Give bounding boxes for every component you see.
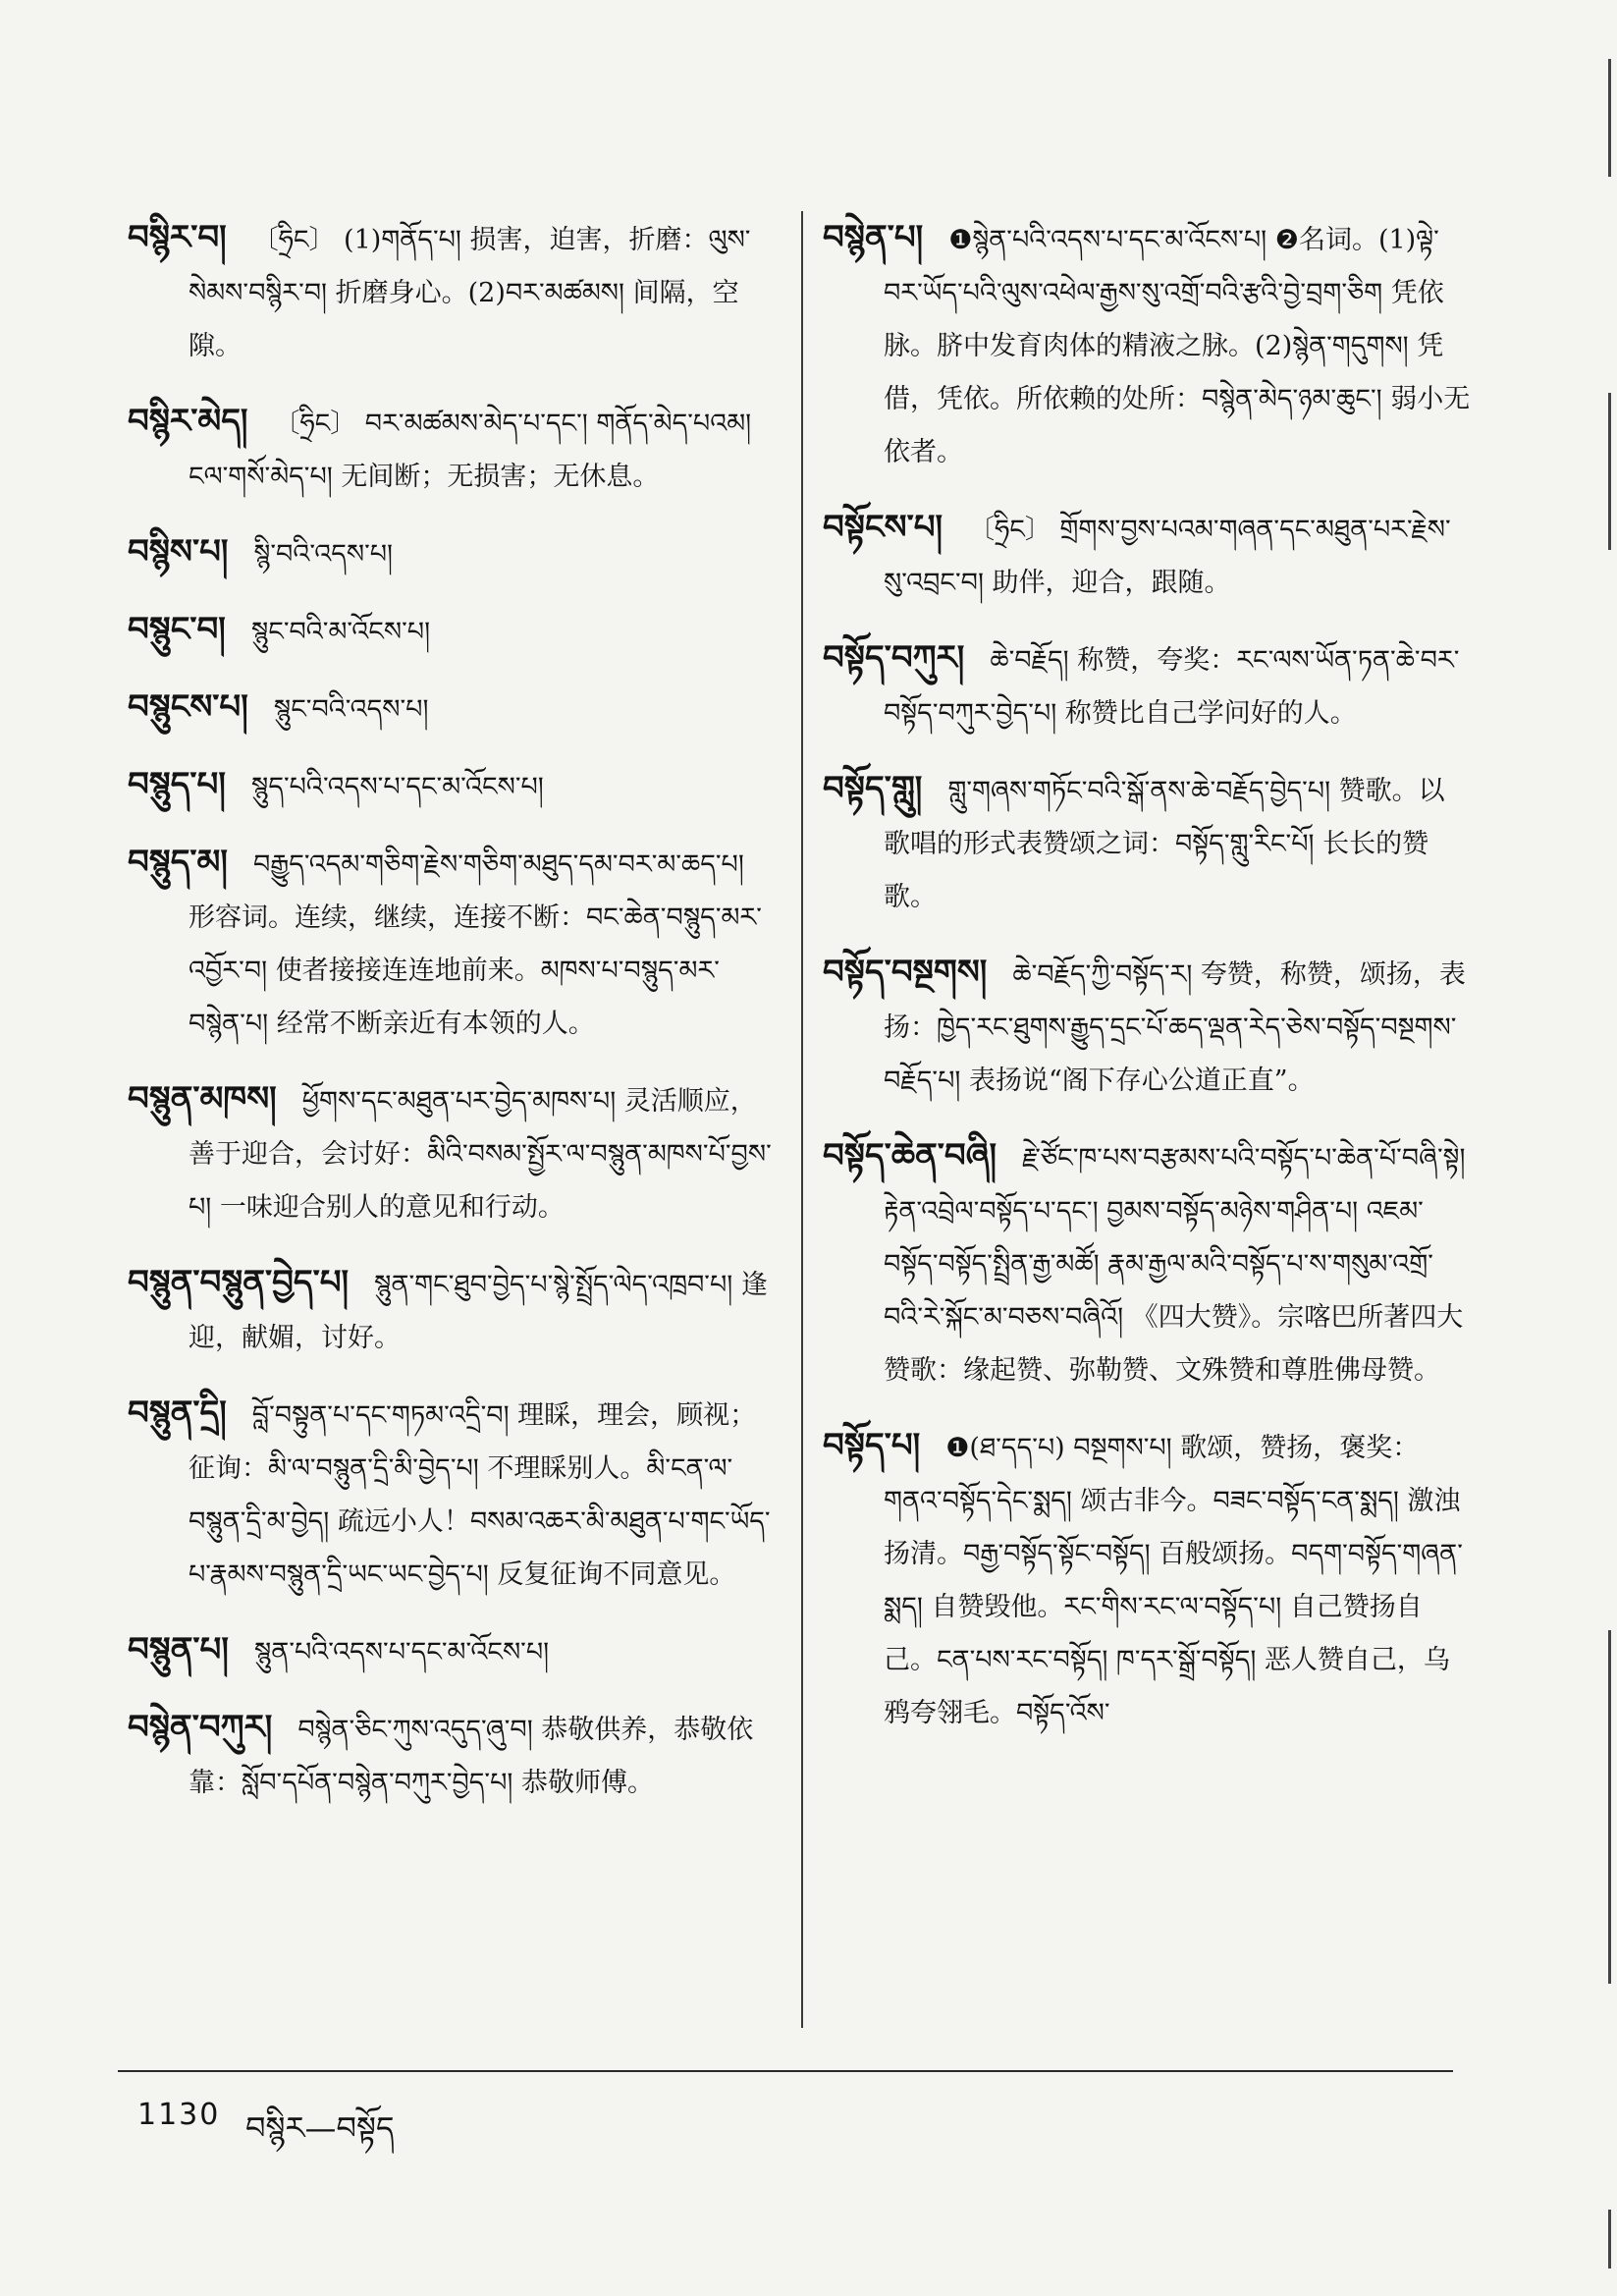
dictionary-entry: [823, 946, 1471, 1108]
dictionary-entry: [128, 525, 776, 581]
entry-definition: 〔ཧྲིང〕 གྲོགས་བྱས་པའམ་གཞན་དང་མཐུན་པར་རྗེས་སུ་འབྲང་བ། 助伴，迎合，跟随。: [884, 515, 1451, 598]
dictionary-entry: [128, 1256, 776, 1365]
column-divider: [801, 211, 803, 2028]
entry-definition: བསྙེན་ཅིང་ཀུས་འདུད་ཞུ་བ། 恭敬供养，恭敬依靠：སློབ་དཔོན་བསྙེན་བཀུར་བྱེད་པ། 恭敬师傅。: [189, 1715, 754, 1798]
dictionary-entry: [823, 1419, 1471, 1740]
entry-headword: བསྙིས་པ།: [128, 532, 229, 572]
left-column: [128, 211, 776, 1831]
entry-headword: བསྙིར་བ།: [128, 218, 227, 257]
scan-edge-marks: [1590, 0, 1617, 2296]
page-number: 1130: [137, 2098, 221, 2132]
dictionary-entry: [128, 1701, 776, 1810]
entry-definition: སྙུད་པའི་འདས་པ་དང་མ་འོངས་པ།: [250, 772, 544, 802]
dictionary-entry: [823, 211, 1471, 479]
dictionary-entry: [823, 762, 1471, 924]
running-head: བསྙིར—བསྟོད: [245, 2109, 395, 2147]
dictionary-entry: [823, 501, 1471, 610]
entry-headword: བསྟོད་པ།: [823, 1426, 921, 1465]
entry-definition: སྙུང་བའི་འདས་པ།: [273, 694, 429, 725]
entry-definition: རྗེ་ཙོང་ཁ་པས་བརྩམས་པའི་བསྟོད་པ་ཆེན་པོ་བཞི་སྟེ། རྟེན་འབྲེལ་བསྟོད་པ་དང་། བྱམས་བསྟོད་མཉེས་གཤིན་པ། འཇམ་བསྟོད་བསྟོད་སྤྲིན་རྒྱ་མཚོ། རྣམ་རྒྱལ་མའི་བསྟོད་པ་ས་གསུམ་འགྲོ་བའི་རེ་སྐོང་མ་བཅས་བཞིའོ། 《四大赞》。宗喀巴所著四大赞歌：缘起赞、弥勒赞、文殊赞和尊胜佛母赞。: [884, 1143, 1466, 1386]
entry-definition: སྙི་བའི་འདས་པ།: [253, 539, 394, 570]
entry-headword: བསྙུན་མཁས།: [128, 1079, 277, 1119]
entry-headword: བསྟོད་ཆེན་བཞི།: [823, 1136, 997, 1175]
entry-definition: ཆེ་བརྗོད་ཀྱི་བསྟོད་ར། 夸赞，称赞，颂扬，表扬：ཁྱེད་རང་ཐུགས་རྒྱུད་དྲང་པོ་ཆད་ལྡན་རེད་ཅེས་བསྟོད་བསྔགས་བརྗོད་པ། 表扬说“阁下存心公道正直”。: [884, 959, 1466, 1096]
right-column: [823, 211, 1471, 1762]
entry-definition: ❶སྙེན་པའི་འདས་པ་དང་མ་འོངས་པ། ❷名词。(1)ལྟེ་བར་ཡོད་པའི་ལུས་འཕེལ་རྒྱས་སུ་འགྲོ་བའི་རྩའི་བྱེ་བྲག་ཅིག 凭依脉。脐中发育肉体的精液之脉。(2)སྙེན་གདུགས། 凭借，凭依。所依赖的处所：བསྙེན་མེད་ཉམ་ཆུང་། 弱小无依者。: [884, 225, 1471, 467]
entry-definition: ཆེ་བརྗོད། 称赞，夸奖：རང་ལས་ཡོན་ཏན་ཆེ་བར་བསྟོད་བཀུར་བྱེད་པ། 称赞比自己学问好的人。: [884, 645, 1460, 729]
entry-definition: གླུ་གཞས་གཏོང་བའི་སྒོ་ནས་ཆེ་བརྗོད་བྱེད་པ། 赞歌。以歌唱的形式表赞颂之词：བསྟོད་གླུ་རིང་པོ། 长长的赞歌。: [884, 776, 1445, 912]
entry-headword: བསྙེན་བཀུར།: [128, 1708, 273, 1747]
dictionary-entry: [128, 211, 776, 373]
dictionary-entry: [128, 758, 776, 814]
entry-headword: བསྙུད་པ།: [128, 765, 226, 804]
entry-headword: བསྟོངས་པ།: [823, 508, 943, 547]
footer-rule: [118, 2070, 1453, 2072]
entry-definition: བློ་བསྟུན་པ་དང་གཏམ་འདྲི་བ། 理睬，理会，顾视；征询：མི་ལ་བསྙུན་དྲི་མི་བྱེད་པ། 不理睬别人。མི་ངན་ལ་བསྙུན་དྲི་མ་བྱེད། 疏远小人！བསམ་འཆར་མི་མཐུན་པ་གང་ཡོད་པ་རྣམས་བསྙུན་དྲི་ཡང་ཡང་བྱེད་པ། 反复征询不同意见。: [189, 1400, 771, 1590]
entry-headword: བསྟོད་གླུ།: [823, 769, 923, 808]
entry-headword: བསྙུན་པ།: [128, 1630, 229, 1669]
entry-definition: སྙུང་བའི་མ་འོངས་པ།: [250, 617, 431, 647]
entry-definition: སྙུན་གང་ཐུབ་བྱེད་པ་སྙེ་སྤྲོད་ལེད་འཁྲབ་པ། 逢迎，献媚，讨好。: [189, 1270, 768, 1353]
dictionary-entry: [823, 1129, 1471, 1397]
entry-headword: བསྙིར་མེད།: [128, 402, 248, 441]
entry-definition: ❶(ཐ་དད་པ) བསྔགས་པ། 歌颂，赞扬，褒奖：གནའ་བསྟོད་དེང་སྨད། 颂古非今。བཟང་བསྟོད་ངན་སྨད། 激浊扬清。བརྒྱ་བསྟོད་སྟོང་བསྟོད། 百般颂扬。བདག་བསྟོད་གཞན་སྨད། 自赞毁他。རང་གིས་རང་ལ་བསྟོད་པ། 自己赞扬自己。ངན་པས་རང་བསྟོད། ཁ་དར་སྒྲོ་བསྟོད། 恶人赞自己，乌鸦夸翎毛。བསྟོད་འོས་: [884, 1433, 1463, 1728]
dictionary-entry: [128, 1387, 776, 1602]
dictionary-entry: [823, 631, 1471, 740]
entry-headword: བསྙུད་མ།: [128, 843, 228, 882]
entry-headword: བསྟོད་བཀུར།: [823, 638, 965, 678]
dictionary-entry: [128, 681, 776, 737]
entry-headword: བསྙུང་བ།: [128, 610, 226, 649]
entry-headword: བསྙུན་དྲི།: [128, 1394, 227, 1433]
entry-headword: བསྙུངས་པ།: [128, 687, 248, 727]
dictionary-entry: [128, 1072, 776, 1234]
entry-headword: བསྙུན་བསྙུན་བྱེད་པ།: [128, 1263, 350, 1302]
entry-definition: ཕྱོགས་དང་མཐུན་པར་བྱེད་མཁས་པ། 灵活顺应，善于迎合，会讨好：མིའི་བསམ་སྤྱོར་ལ་བསྙུན་མཁས་པོ་བྱས་པ། 一味迎合别人的意见和行动。: [189, 1086, 772, 1223]
entry-definition: བརྒྱུད་འདམ་གཅིག་རྗེས་གཅིག་མཐུད་དམ་བར་མ་ཆད་པ། 形容词。连续，继续，连接不断：བང་ཆེན་བསྙུད་མར་འབྱོར་བ། 使者接接连连地前来。མཁས་པ་བསྙུད་མར་བསྙེན་པ། 经常不断亲近有本领的人。: [189, 849, 762, 1039]
entry-definition: 〔ཧྲིང〕 བར་མཚམས་མེད་པ་དང་། གནོད་མེད་པའམ། ངལ་གསོ་མེད་པ། 无间断；无损害；无休息。: [189, 409, 752, 492]
entry-definition: སྙུན་པའི་འདས་པ་དང་མ་འོངས་པ།: [253, 1637, 550, 1667]
entry-definition: 〔ཧྲིང〕 (1)གནོད་པ། 损害，迫害，折磨：ལུས་སེམས་བསྙིར་བ། 折磨身心。(2)བར་མཚམས། 间隔，空隙。: [189, 225, 751, 361]
entry-headword: བསྙེན་པ།: [823, 218, 924, 257]
dictionary-entry: [128, 1623, 776, 1679]
dictionary-entry: [128, 395, 776, 504]
dictionary-entry: [128, 836, 776, 1051]
dictionary-entry: [128, 603, 776, 659]
entry-headword: བསྟོད་བསྔགས།: [823, 953, 988, 992]
